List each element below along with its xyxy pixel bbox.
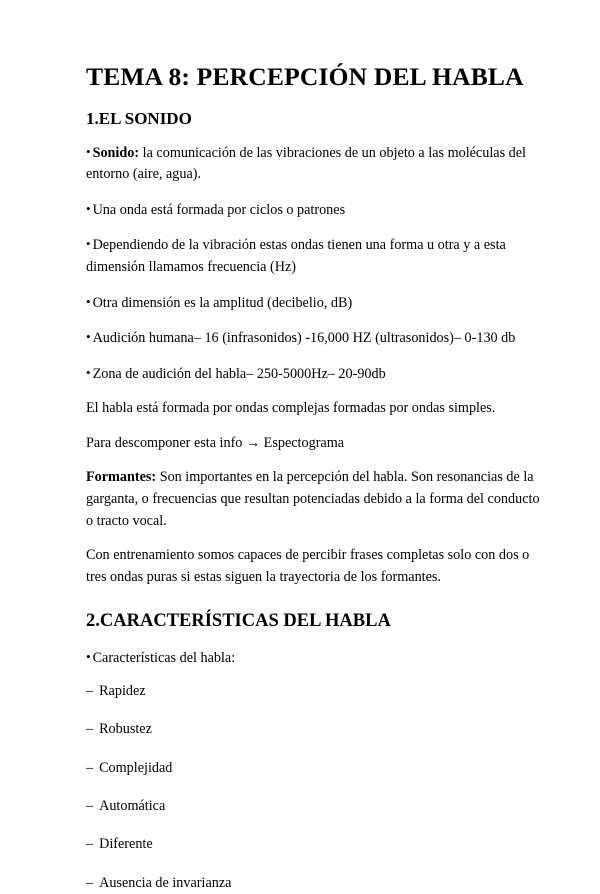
paragraph-text: Características del habla: [92,649,236,666]
paragraph-text: Zona de audición del habla– 250-5000Hz– 20-90db [92,365,386,382]
paragraph-text: Con entrenamiento somos capaces de percibir frases completas solo con dos o tres ondas puras si estas siguen la trayectoria de los formantes. [86,547,530,585]
paragraph-text: El habla está formada por ondas complejas formadas por ondas simples. [86,400,496,417]
paragraph-caracteristicas-intro [86,647,544,670]
paragraph-espectograma [86,433,544,455]
paragraph-ondas-complejas [86,398,544,420]
paragraph-amplitud [86,292,544,315]
paragraph-text: Otra dimensión es la amplitud (decibelio, dB) [92,294,353,311]
paragraph-text: Para descomponer esta info → Espectograma [86,434,345,451]
paragraph-onda-ciclos [86,199,544,222]
list-item [86,681,544,702]
section-heading-sonido: 1.EL SONIDO [86,109,192,129]
dash-icon: – [86,759,94,776]
dash-icon: – [86,836,94,853]
paragraph-text: Dependiendo de la vibración estas ondas tienen una forma u otra y a esta dimensión llamamos frecuencia (Hz) [86,237,506,276]
list-item-label: Diferente [99,836,153,853]
list-item-label: Rapidez [99,683,146,700]
dash-icon: – [86,721,94,738]
bullet-icon: • [86,364,91,380]
bullet-icon: • [86,236,91,252]
paragraph-formantes [86,467,544,532]
dash-icon: – [86,798,94,815]
paragraph-entrenamiento [86,545,544,588]
bullet-icon: • [86,293,91,309]
list-item [86,796,544,817]
paragraph-text: Son importantes en la percepción del habla. Son resonancias de la garganta, o frecuencias que resultan potenciadas debido a la forma del conducto o tracto vocal. [86,469,540,529]
bullet-icon: • [86,648,91,664]
paragraph-text: la comunicación de las vibraciones de un objeto a las moléculas del entorno (aire, agua). [86,144,526,183]
list-item-label: Automática [99,798,166,815]
section-heading-caracteristicas: 2.CARACTERÍSTICAS DEL HABLA [86,611,391,632]
dash-icon: – [86,874,94,891]
list-item [86,834,544,855]
paragraph-sonido-definicion [86,142,544,186]
list-item-label: Ausencia de invarianza [99,874,232,891]
bullet-icon: • [86,143,91,159]
paragraph-frecuencia [86,234,544,278]
paragraph-text: Audición humana– 16 (infrasonidos) -16,000 HZ (ultrasonidos)– 0-130 db [92,330,516,347]
page-title: TEMA 8: PERCEPCIÓN DEL HABLA [86,62,524,91]
paragraph-lead: Formantes: [86,469,157,486]
dash-icon: – [86,683,94,700]
paragraph-text: Una onda está formada por ciclos o patrones [92,201,346,218]
bullet-icon: • [86,200,91,216]
list-item [86,758,544,779]
list-item [86,873,544,894]
list-item-label: Robustez [99,721,152,738]
paragraph-audicion-humana [86,327,544,350]
bullet-icon: • [86,329,91,345]
paragraph-lead: Sonido: [92,144,140,161]
paragraph-zona-audicion [86,363,544,386]
list-item [86,719,544,740]
list-item-label: Complejidad [99,759,173,776]
